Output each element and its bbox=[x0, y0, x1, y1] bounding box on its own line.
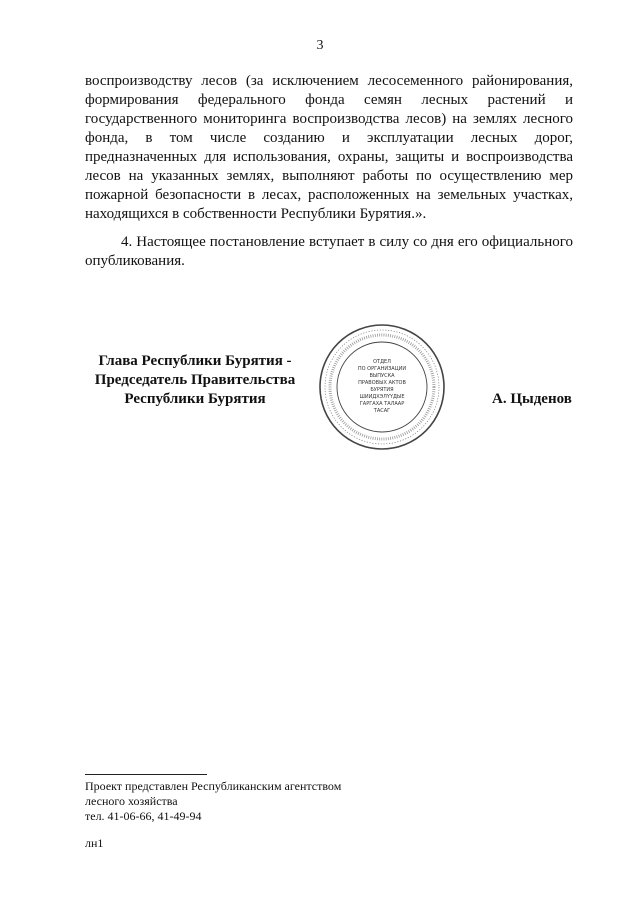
document-code: лн1 bbox=[85, 836, 104, 850]
footnote-line-2: лесного хозяйства bbox=[85, 794, 178, 808]
seal-line-7: ГАРГАХА ТАЛААР bbox=[359, 401, 405, 407]
seal-line-3: ВЫПУСКА bbox=[369, 373, 395, 379]
paragraph-2: 4. Настоящее постановление вступает в силу со дня его официального опубликования. bbox=[85, 234, 573, 269]
signature-title-line-2: Председатель Правительства bbox=[94, 372, 296, 388]
footnote-line-1: Проект представлен Республиканским агентством bbox=[85, 779, 342, 793]
signatory-name: А. Цыденов bbox=[492, 391, 572, 407]
seal-line-2: ПО ОРГАНИЗАЦИИ bbox=[357, 366, 407, 372]
page-number: 3 bbox=[316, 38, 324, 53]
signature-title bbox=[80, 352, 310, 409]
paragraph-1: воспроизводству лесов (за исключением лесосеменного районирования, формирования федерального фонда семян лесных растений и государственного мониторинга воспроизводства лесов) на землях лесного фонда, в том числе созданию и эксплуатации лесных дорог, предназначенных для использования, охраны, защиты и воспроизводства лесов на указанных землях, выполняют работы по осуществлению мер пожарной безопасности в лесах, расположенных на земельных участках, находящихся в собственности Республики Бурятия.». bbox=[85, 73, 573, 222]
seal-line-4: ПРАВОВЫХ АКТОВ bbox=[358, 380, 406, 386]
signature-title-line-3: Республики Бурятия bbox=[124, 391, 266, 407]
signature-title-line-1: Глава Республики Бурятия - bbox=[98, 353, 292, 369]
footnote-divider bbox=[85, 774, 207, 775]
seal-line-6: ШИИДХЭЛҮҮДЫЕ bbox=[359, 394, 405, 400]
seal-line-5: БУРЯТИЯ bbox=[370, 387, 394, 393]
official-seal bbox=[318, 323, 446, 451]
seal-line-8: ТАСАГ bbox=[373, 408, 391, 414]
footnote-line-3: тел. 41-06-66, 41-49-94 bbox=[85, 809, 202, 823]
footnote bbox=[85, 779, 341, 824]
seal-line-1: ОТДЕЛ bbox=[373, 359, 391, 365]
